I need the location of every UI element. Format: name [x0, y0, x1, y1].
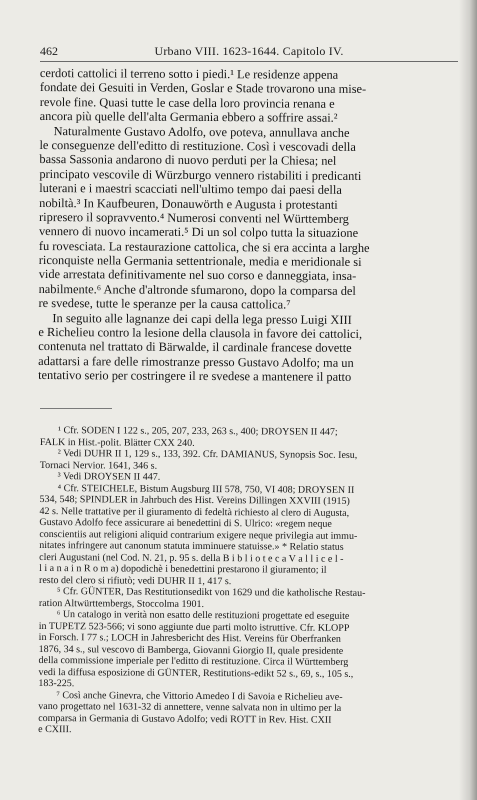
- body-line: e Richelieu contro la lesione della clausola in favore dei cattolici,: [38, 325, 363, 342]
- body-line: principato vescovile di Würzburgo vennero ristabiliti i predicanti: [39, 166, 362, 183]
- footnote-line: ⁶ Un catalogo in verità non esatto delle restituzioni progettate ed eseguite: [56, 609, 350, 622]
- footnote-line: ⁴ Cfr. STEICHELE, Bistum Augsburg III 578, 750, VI 408; DROYSEN II: [57, 482, 355, 496]
- footnote-line: Tornaci Nervior. 1641, 346 s.: [39, 459, 158, 472]
- footnote-rule: [40, 408, 112, 409]
- running-header: [40, 44, 458, 58]
- footnote-line: l i a n a i n R o m a) dopodichè i benedettini prestarono il giuramento; il: [39, 562, 327, 576]
- footnote-line: 42 s. Nelle trattative per il giuramento di fedeltà richiesto al clero di Augusta,: [39, 505, 350, 519]
- body-line: luterani e i maestri scacciati nell'ultimo tempo dai paesi della: [39, 181, 342, 197]
- footnote-line: 1876, 34 s., sul vescovo di Bamberga, Giovanni Giorgio II, quale presidente: [38, 643, 344, 657]
- footnote-line: 534, 548; SPINDLER in Jahrbuch des Hist. Vereins Dillingen XXVIII (1915): [39, 493, 350, 507]
- footnote-line: resto del clero si rifiutò; vedi DUHR II 1, 417 s.: [39, 574, 232, 587]
- footnote-line: FALK in Hist.-polit. Blätter CXX 240.: [39, 436, 195, 449]
- footnote-line: ration Altwürttembergs, Stoccolma 1901.: [38, 597, 205, 610]
- footnotes: [38, 425, 458, 738]
- footnote-line: e CXIII.: [38, 723, 72, 736]
- footnote-line: della commissione imperiale per l'editto di restituzione. Circa il Württemberg: [38, 654, 349, 668]
- body-line: adattarsi a fare delle rimostranze presso Gustavo Adolfo; ma un: [38, 353, 354, 370]
- footnote-line: ³ Vedi DROYSEN II 447.: [57, 471, 161, 483]
- header-rule: [40, 61, 458, 62]
- body-line: nobiltà.³ In Kaufbeuren, Donauwörth e Augusta i protestanti: [39, 195, 338, 212]
- page-number: 462: [40, 44, 58, 58]
- body-line: Naturalmente Gustavo Adolfo, ove poteva, annullava anche: [53, 123, 350, 140]
- main-text: [38, 66, 458, 385]
- footnote-line: vano progettato nel 1631-32 di annettere, venne salvata non in ultimo per la: [38, 700, 342, 714]
- body-line: revole fine. Quasi tutte le case della loro provincia renana e: [39, 94, 335, 111]
- body-line: cerdoti cattolici il terreno sotto i piedi.¹ Le residenze appena: [39, 66, 339, 82]
- footnote-line: comparsa in Germania di Gustavo Adolfo; vedi ROTT in Rev. Hist. CXII: [38, 712, 332, 726]
- body-line: In seguito alle lagnanze dei capi della lega presso Luigi XIII: [52, 310, 352, 327]
- body-line: le conseguenze dell'editto di restituzione. Così i vescovadi della: [39, 137, 356, 154]
- footnote-line: in TUPETZ 523-566; vi sono aggiunte due parti molto istruttive. Cfr. KLOPP: [38, 620, 350, 634]
- body-line: nabilmente.⁶ Anche d'altronde sfumarono, dopo la comparsa del: [38, 281, 356, 298]
- footnote-line: cleri Augustani (nel Cod. N. 21, p. 95 s. della B i b l i o t e c a V a l l i c e l -: [39, 551, 344, 565]
- footnote-line: ⁷ Così anche Ginevra, che Vittorio Amedeo I di Savoia e Richelieu ave-: [56, 689, 343, 703]
- body-line: ripresero il sopravvento.⁴ Numerosi conventi nel Württemberg: [39, 209, 349, 226]
- footnote-line: vedi la diffusa esposizione di GÜNTER, Restitutions-edikt 52 s., 69, s., 105 s.,: [38, 666, 354, 680]
- footnote-line: nitates infringere aut canonum statuta imminuere statuisse.» * Relatio status: [39, 539, 344, 553]
- body-line: tentativo serio per costringere il re svedese a mantenere il patto: [38, 368, 352, 385]
- footnote-line: ¹ Cfr. SODEN I 122 s., 205, 207, 233, 263 s., 400; DROYSEN II 447;: [57, 425, 338, 438]
- spine-shadow: [459, 0, 477, 800]
- footnote-line: in Forsch. I 77 s.; LOCH in Jahresbericht des Hist. Vereins für Oberfranken: [38, 631, 341, 645]
- body-line: vide arrestata definitivamente nel suo corso e danneggiata, insa-: [38, 267, 357, 284]
- body-line: contenuta nel trattato di Bärwalde, il cardinale francese dovette: [38, 339, 352, 356]
- body-line: fu rovesciata. La restaurazione cattolica, che si era accinta a larghe: [38, 238, 370, 255]
- footnote-line: conscientiis aut religioni aliquid contrarium exigere neque privilegia aut immu-: [39, 528, 358, 542]
- body-line: riconquiste nella Germania settentrionale, media e meridionale si: [38, 253, 362, 270]
- body-line: re svedese, tutte le speranze per la causa cattolica.⁷: [38, 296, 291, 312]
- body-line: fondate dei Gesuiti in Verden, Goslar e Stade trovarono una mise-: [39, 80, 367, 97]
- body-line: ancora più quelle dell'alta Germania ebbero a soffrire assai.²: [39, 109, 338, 125]
- footnote-line: ² Vedi DUHR II 1, 129 s., 133, 392. Cfr. DAMIANUS, Synopsis Soc. Iesu,: [57, 448, 358, 461]
- footnote-line: Gustavo Adolfo fece assicurare ai benedettini di S. Ulrico: «regem neque: [39, 516, 332, 530]
- footnote-line: 183-225.: [38, 677, 75, 690]
- running-title: Urbano VIII. 1623-1644. Capitolo IV.: [154, 44, 344, 58]
- footnote-line: ⁵ Cfr. GÜNTER, Das Restitutionsedikt von 1629 und die katholische Restau-: [56, 586, 366, 599]
- body-line: bassa Sassonia andarono di nuovo perduti per la Chiesa; nel: [39, 152, 337, 169]
- body-line: vennero di nuovo incamerati.⁵ Di un sol colpo tutta la situazione: [38, 224, 359, 241]
